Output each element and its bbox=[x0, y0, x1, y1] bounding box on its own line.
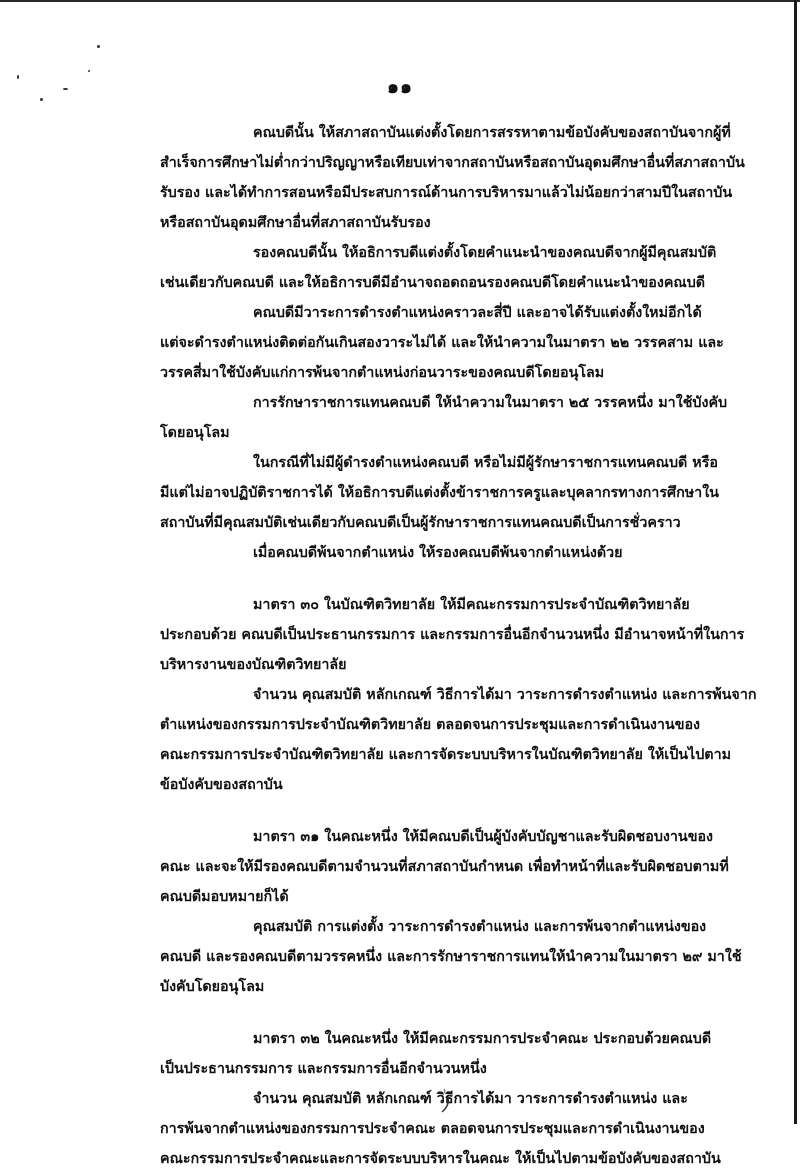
text-line: คณบดีมีวาระการดำรงตำแหน่งคราวละสี่ปี และอาจได้รับแต่งตั้งใหม่อีกได้ bbox=[253, 305, 702, 321]
text-line: แต่จะดำรงตำแหน่งติดต่อกันเกินสองวาระไม่ได้ และให้นำความในมาตรา ๒๒ วรรคสาม และ bbox=[160, 335, 724, 351]
text-line: เป็นประธานกรรมการ และกรรมการอื่นอีกจำนวนหนึ่ง bbox=[160, 1061, 487, 1077]
text-line: สำเร็จการศึกษาไม่ต่ำกว่าปริญญาหรือเทียบเท่าจากสถาบันหรือสถาบันอุดมศึกษาอื่นที่สภาสถาบัน bbox=[160, 155, 745, 171]
text-line: มีแต่ไม่อาจปฏิบัติราชการได้ ให้อธิการบดีแต่งตั้งข้าราชการครูและบุคลากรทางการศึกษาใน bbox=[160, 485, 719, 501]
text-line: บริหารงานของบัณฑิตวิทยาลัย bbox=[160, 657, 347, 673]
section-gap bbox=[160, 568, 726, 590]
paragraph bbox=[160, 538, 726, 568]
paragraph bbox=[160, 822, 729, 912]
text-line: คณบดีนั้น ให้สภาสถาบันแต่งตั้งโดยการสรรหาตามข้อบังคับของสถาบันจากผู้ที่ bbox=[253, 125, 731, 141]
paragraph bbox=[160, 388, 726, 448]
section-heading-line: มาตรา ๓๐ ในบัณฑิตวิทยาลัย ให้มีคณะกรรมการประจำบัณฑิตวิทยาลัย bbox=[253, 597, 690, 613]
text-line: วรรคสี่มาใช้บังคับแก่การพ้นจากตำแหน่งก่อนวาระของคณบดีโดยอนุโลม bbox=[160, 365, 605, 381]
text-line: คุณสมบัติ การแต่งตั้ง วาระการดำรงตำแหน่ง และการพ้นจากตำแหน่งของ bbox=[253, 919, 707, 935]
text-line: บังคับโดยอนุโลม bbox=[160, 979, 265, 995]
text-line: คณะกรรมการประจำบัณฑิตวิทยาลัย และการจัดระบบบริหารในบัณฑิตวิทยาลัย ให้เป็นไปตาม bbox=[160, 747, 732, 763]
document-body bbox=[160, 118, 757, 1174]
scan-edge-top bbox=[0, 0, 800, 2]
section-heading-line: มาตรา ๓๑ ในคณะหนึ่ง ให้มีคณบดีเป็นผู้บังคับบัญชาและรับผิดชอบงานของ bbox=[253, 829, 714, 845]
paragraph bbox=[160, 590, 745, 680]
text-line: การพ้นจากตำแหน่งของกรรมการประจำคณะ ตลอดจนการประชุมและการดำเนินงานของ bbox=[160, 1121, 705, 1137]
text-line: สถาบันที่มีคุณสมบัติเช่นเดียวกับคณบดีเป็นผู้รักษาราชการแทนคณบดีเป็นการชั่วคราว bbox=[160, 515, 681, 531]
paragraph bbox=[160, 238, 726, 298]
paragraph bbox=[160, 680, 757, 800]
text-line: การรักษาราชการแทนคณบดี ให้นำความในมาตรา ๒๕ วรรคหนึ่ง มาใช้บังคับ bbox=[253, 395, 728, 411]
text-line: รองคณบดีนั้น ให้อธิการบดีแต่งตั้งโดยคำแนะนำของคณบดีจากผู้มีคุณสมบัติ bbox=[253, 245, 717, 261]
text-line: ตำแหน่งของกรรมการประจำบัณฑิตวิทยาลัย ตลอดจนการประชุมและการดำเนินงานของ bbox=[160, 717, 701, 733]
text-line: ประกอบด้วย คณบดีเป็นประธานกรรมการ และกรรมการอื่นอีกจำนวนหนึ่ง มีอำนาจหน้าที่ในการ bbox=[160, 627, 745, 643]
text-line: คณบดีมอบหมายก็ได้ bbox=[160, 889, 289, 905]
text-line: คณบดี และรองคณบดีตามวรรคหนึ่ง และการรักษาราชการแทนให้นำความในมาตรา ๒๙ มาใช้ bbox=[160, 949, 742, 965]
scan-edge-right bbox=[794, 0, 797, 1124]
text-line: โดยอนุโลม bbox=[160, 425, 230, 441]
scan-mark bbox=[430, 1085, 460, 1115]
text-line: เช่นเดียวกับคณบดี และให้อธิการบดีมีอำนาจถอดถอนรองคณบดีโดยคำแนะนำของคณบดี bbox=[160, 275, 706, 291]
text-line: คณะกรรมการประจำคณะและการจัดระบบบริหารในคณะ ให้เป็นไปตามข้อบังคับของสถาบัน bbox=[160, 1151, 721, 1167]
text-line: คณะ และจะให้มีรองคณบดีตามจำนวนที่สภาสถาบันกำหนด เพื่อทำหน้าที่และรับผิดชอบตามที่ bbox=[160, 859, 729, 875]
section-gap bbox=[160, 800, 726, 822]
section-gap bbox=[160, 1002, 726, 1024]
page-number: ๑๑ bbox=[386, 76, 414, 98]
paragraph bbox=[160, 298, 726, 388]
text-line: จำนวน คุณสมบัติ หลักเกณฑ์ วิธีการได้มา วาระการดำรงตำแหน่ง และการพ้นจาก bbox=[253, 687, 757, 703]
paragraph bbox=[160, 448, 726, 538]
text-line: ในกรณีที่ไม่มีผู้ดำรงตำแหน่งคณบดี หรือไม่มีผู้รักษาราชการแทนคณบดี หรือ bbox=[253, 455, 718, 471]
text-line: เมื่อคณบดีพ้นจากตำแหน่ง ให้รองคณบดีพ้นจากตำแหน่งด้วย bbox=[253, 545, 623, 561]
paragraph bbox=[160, 118, 745, 238]
text-line: จำนวน คุณสมบัติ หลักเกณฑ์ วิธีการได้มา วาระการดำรงตำแหน่ง และ bbox=[253, 1091, 688, 1107]
section-heading-line: มาตรา ๓๒ ในคณะหนึ่ง ให้มีคณะกรรมการประจำคณะ ประกอบด้วยคณบดี bbox=[253, 1031, 712, 1047]
text-line: หรือสถาบันอุดมศึกษาอื่นที่สภาสถาบันรับรอง bbox=[160, 215, 431, 231]
paragraph bbox=[160, 912, 742, 1002]
text-line: รับรอง และได้ทำการสอนหรือมีประสบการณ์ด้านการบริหารมาแล้วไม่น้อยกว่าสามปีในสถาบัน bbox=[160, 185, 733, 201]
text-line: ข้อบังคับของสถาบัน bbox=[160, 777, 283, 793]
paragraph bbox=[160, 1024, 726, 1084]
scan-speck bbox=[97, 45, 100, 48]
